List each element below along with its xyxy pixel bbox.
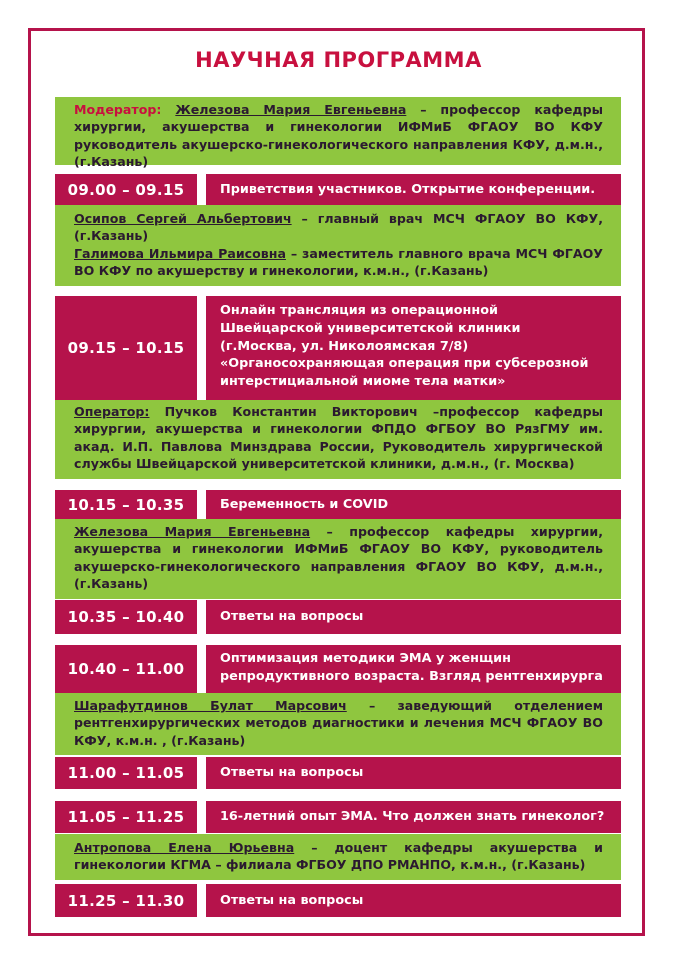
speaker-desc: – заведующий отделением рентгенхирургических методов диагностики и лечения МСЧ ФГАОУ ВО КФУ, к.м.н. , (г.Казань) (74, 698, 603, 748)
session-time: 09.00 – 09.15 (55, 174, 197, 205)
topic-line: Швейцарской университетской клиники (220, 320, 521, 336)
moderator-block (55, 97, 621, 170)
speakers-block (55, 205, 621, 286)
speaker-desc: – заместитель главного врача МСЧ ФГАОУ ВО КФУ по акушерству и гинекологии, к.м.н., (г.Казань) (74, 245, 603, 279)
session-time: 09.15 – 10.15 (55, 296, 197, 400)
moderator-name: Железова Мария Евгеньевна (175, 102, 407, 117)
speaker-entry (74, 523, 603, 593)
speaker-block (55, 834, 621, 880)
moderator-desc: – профессор кафедры хирургии, акушерства и гинекологии ИФМиБ ФГАОУ ВО КФУ руководитель акушерско-гинекологического направления КФУ, д.м.н., (г.Казань) (74, 102, 603, 170)
operator-text (74, 403, 603, 473)
topic-line: (г.Москва, ул. Николоямская 7/8) (220, 338, 469, 354)
topic-line: репродуктивного возраста. Взгляд рентгенхирурга (220, 669, 603, 684)
topic-line: Оптимизация методики ЭМА у женщин (220, 651, 511, 666)
speaker-entry (74, 839, 603, 874)
speaker-name: Шарафутдинов Булат Марсович (74, 698, 347, 713)
session-time: 11.05 – 11.25 (55, 801, 197, 833)
session-topic: Ответы на вопросы (206, 884, 621, 917)
speaker-desc: – доцент кафедры акушерства и гинекологии КГМА – филиала ФГБОУ ДПО РМАНПО, к.м.н., (г.Казань) (74, 840, 603, 873)
moderator-label: Модератор: (74, 102, 162, 117)
speaker-entry (74, 210, 603, 245)
session-time: 11.00 – 11.05 (55, 757, 197, 789)
session-topic: 16-летний опыт ЭМА. Что должен знать гинеколог? (206, 801, 621, 833)
session-topic: Беременность и COVID (206, 490, 621, 519)
topic-line: «Органосохраняющая операция при субсерозной (220, 356, 589, 372)
operator-block (55, 400, 621, 479)
topic-line: Онлайн трансляция из операционной (220, 303, 498, 318)
speaker-block (55, 693, 621, 755)
session-topic: Ответы на вопросы (206, 757, 621, 789)
topic-line: интерстициальной миоме тела матки» (220, 374, 506, 390)
speaker-desc: – профессор кафедры хирургии, акушерства и гинекологии ИФМиБ ФГАОУ ВО КФУ, руководитель акушерско-гинекологического направления ФГАОУ ВО КФУ, д.м.н., (г.Казань) (74, 524, 603, 592)
page-title: НАУЧНАЯ ПРОГРАММА (195, 48, 482, 72)
moderator-text (74, 101, 603, 171)
speaker-block (55, 519, 621, 599)
session-topic (206, 645, 621, 693)
session-topic: Ответы на вопросы (206, 600, 621, 634)
speaker-entry (74, 245, 603, 280)
speaker-name: Осипов Сергей Альбертович (74, 211, 292, 226)
session-time: 11.25 – 11.30 (55, 884, 197, 917)
session-time: 10.15 – 10.35 (55, 490, 197, 519)
speaker-desc: – главный врач МСЧ ФГАОУ ВО КФУ, (г.Казань) (74, 211, 604, 244)
speaker-entry (74, 697, 603, 749)
operator-label: Оператор: (74, 404, 150, 419)
session-time: 10.40 – 11.00 (55, 645, 197, 693)
operator-desc: Пучков Константин Викторович –профессор кафедры хирургии, акушерства и гинекологии ФПДО ФГБОУ ВО РязГМУ им. акад. И.П. Павлова Минздрава России, Руководитель хирургической службы Швейцарской университетской клиники, д.м.н., (г. Москва) (74, 404, 603, 472)
speaker-name: Галимова Ильмира Раисовна (74, 245, 286, 261)
speaker-name: Железова Мария Евгеньевна (74, 524, 311, 539)
speaker-name: Антропова Елена Юрьевна (74, 840, 295, 855)
session-topic (206, 296, 621, 400)
session-time: 10.35 – 10.40 (55, 600, 197, 634)
session-topic: Приветствия участников. Открытие конференции. (206, 174, 621, 205)
